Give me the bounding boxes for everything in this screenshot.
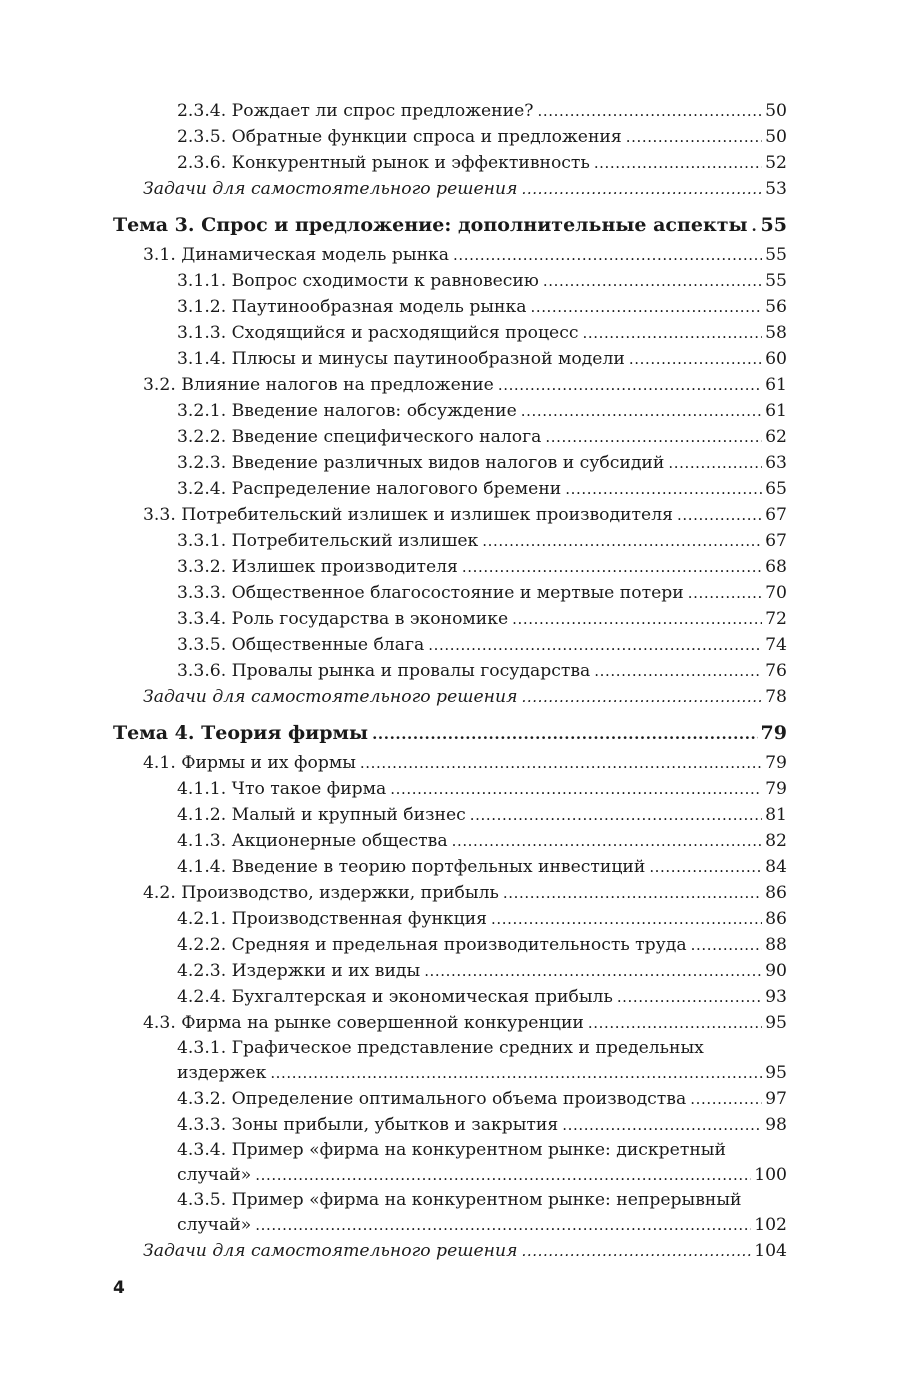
toc-entry-title: 3.3.4. Роль государства в экономике [177, 609, 509, 629]
toc-entry-page: 86 [765, 909, 787, 929]
toc-entry [113, 854, 787, 880]
toc-entry-page: 93 [765, 987, 787, 1007]
toc-entry-title: 3.1.4. Плюсы и минусы паутинообразной модели [177, 349, 625, 369]
toc-entry-title: 4.1. Фирмы и их формы [143, 753, 356, 773]
toc-entry-page: 81 [765, 805, 787, 825]
toc-exercises-entry [113, 1238, 787, 1264]
toc-entry [113, 320, 787, 346]
dot-leader [453, 242, 762, 268]
dot-leader [521, 1238, 751, 1264]
toc-entry-page: 100 [754, 1165, 787, 1185]
toc-entry-page: 84 [765, 857, 787, 877]
toc-entry-page: 68 [765, 557, 787, 577]
toc-entry-page: 104 [754, 1241, 787, 1261]
toc-entry-title: 4.1.3. Акционерные общества [177, 831, 448, 851]
toc-entry-page: 61 [765, 375, 787, 395]
dot-leader [582, 320, 762, 346]
toc-entry [113, 776, 787, 802]
toc-entry-title: 3.2.3. Введение различных видов налогов и субсидий [177, 453, 665, 473]
toc-entry-page: 82 [765, 831, 787, 851]
toc-entry-page: 50 [765, 127, 787, 147]
toc-entry [113, 1138, 787, 1188]
toc-entry-page: 102 [754, 1215, 787, 1235]
toc-entry [113, 554, 787, 580]
toc-topic-heading [113, 719, 787, 748]
dot-leader [594, 658, 762, 684]
toc-entry-title: 4.3.2. Определение оптимального объема производства [177, 1089, 687, 1109]
toc-entry-title: 4.2. Производство, издержки, прибыль [143, 883, 499, 903]
table-of-contents [113, 98, 787, 1264]
toc-entry [113, 1036, 787, 1086]
toc-entry-page: 79 [765, 753, 787, 773]
dot-leader [545, 424, 762, 450]
toc-entry-title: 3.1.2. Паутинообразная модель рынка [177, 297, 527, 317]
toc-entry [113, 450, 787, 476]
toc-entry-page: 56 [765, 297, 787, 317]
toc-entry-page: 67 [765, 531, 787, 551]
toc-entry [113, 150, 787, 176]
toc-entry [113, 98, 787, 124]
toc-entry-title: 3.3. Потребительский излишек и излишек производителя [143, 505, 673, 525]
toc-entry [113, 606, 787, 632]
dot-leader [530, 294, 762, 320]
dot-leader [462, 554, 762, 580]
toc-entry-page: 62 [765, 427, 787, 447]
toc-entry [113, 880, 787, 906]
toc-entry-title: 2.3.4. Рождает ли спрос предложение? [177, 101, 534, 121]
toc-entry-page: 95 [765, 1063, 787, 1083]
toc-entry [113, 750, 787, 776]
toc-entry-title: 2.3.5. Обратные функции спроса и предложения [177, 127, 622, 147]
toc-entry-page: 65 [765, 479, 787, 499]
toc-entry [113, 398, 787, 424]
toc-entry [113, 1188, 787, 1238]
dot-leader [521, 398, 762, 424]
dot-leader [521, 684, 762, 710]
dot-leader [690, 1086, 762, 1112]
toc-entry-page: 55 [765, 271, 787, 291]
toc-entry-title-line2: издержек [177, 1063, 267, 1083]
toc-entry-page: 58 [765, 323, 787, 343]
toc-entry-title: 4.2.1. Производственная функция [177, 909, 487, 929]
toc-entry-title: 3.3.2. Излишек производителя [177, 557, 458, 577]
toc-entry [113, 528, 787, 554]
toc-entry-page: 60 [765, 349, 787, 369]
toc-entry [113, 828, 787, 854]
toc-entry-title: 3.2. Влияние налогов на предложение [143, 375, 494, 395]
dot-leader [521, 176, 762, 202]
toc-entry-page: 63 [765, 453, 787, 473]
toc-entry-title: 3.3.1. Потребительский излишек [177, 531, 479, 551]
toc-entry [113, 658, 787, 684]
dot-leader [428, 632, 762, 658]
toc-entry-page: 86 [765, 883, 787, 903]
toc-entry-title: 3.1.1. Вопрос сходимости к равновесию [177, 271, 539, 291]
dot-leader [565, 476, 762, 502]
toc-entry [113, 1086, 787, 1112]
dot-leader [543, 268, 762, 294]
toc-entry-page: 78 [765, 687, 787, 707]
toc-entry [113, 1112, 787, 1138]
toc-entry [113, 294, 787, 320]
toc-entry [113, 424, 787, 450]
toc-entry-title-line1: 4.3.1. Графическое представление средних и предельных [177, 1038, 704, 1058]
toc-entry-page: 79 [765, 779, 787, 799]
toc-entry-title: 3.2.4. Распределение налогового бремени [177, 479, 562, 499]
dot-leader [498, 372, 762, 398]
dot-leader [668, 450, 762, 476]
dot-leader [503, 880, 762, 906]
toc-entry-title: 3.1. Динамическая модель рынка [143, 245, 450, 265]
toc-entry [113, 268, 787, 294]
toc-entry [113, 372, 787, 398]
toc-entry [113, 984, 787, 1010]
toc-entry-title: 3.3.3. Общественное благосостояние и мертвые потери [177, 583, 684, 603]
toc-entry-page: 55 [765, 245, 787, 265]
page-number: 4 [113, 1278, 125, 1298]
toc-entry-title: 4.2.3. Издержки и их виды [177, 961, 421, 981]
toc-entry-title: 4.3.3. Зоны прибыли, убытков и закрытия [177, 1115, 559, 1135]
toc-entry-title: Тема 4. Теория фирмы [113, 722, 369, 744]
toc-entry-page: 53 [765, 179, 787, 199]
toc-entry-page: 67 [765, 505, 787, 525]
toc-entry-page: 95 [765, 1013, 787, 1033]
dot-leader [255, 1163, 751, 1188]
toc-entry-page: 90 [765, 961, 787, 981]
toc-entry-title: 3.3.5. Общественные блага [177, 635, 425, 655]
toc-entry [113, 906, 787, 932]
dot-leader [452, 828, 763, 854]
dot-leader [424, 958, 762, 984]
toc-entry-page: 61 [765, 401, 787, 421]
toc-entry [113, 502, 787, 528]
dot-leader [255, 1213, 751, 1238]
toc-entry-title: 4.1.1. Что такое фирма [177, 779, 387, 799]
dot-leader [649, 854, 762, 880]
toc-entry [113, 932, 787, 958]
toc-entry-page: 76 [765, 661, 787, 681]
toc-entry-page: 55 [760, 214, 787, 236]
toc-entry-title: 4.1.4. Введение в теорию портфельных инвестиций [177, 857, 646, 877]
toc-entry-page: 70 [765, 583, 787, 603]
toc-entry [113, 958, 787, 984]
dot-leader [470, 802, 762, 828]
toc-entry [113, 124, 787, 150]
toc-entry-title-line1: 4.3.5. Пример «фирма на конкурентном рынке: непрерывный [177, 1190, 742, 1210]
toc-entry-page: 50 [765, 101, 787, 121]
toc-entry-title-line2: случай» [177, 1215, 252, 1235]
dot-leader [677, 502, 762, 528]
toc-entry [113, 1010, 787, 1036]
toc-entry [113, 346, 787, 372]
toc-entry [113, 802, 787, 828]
dot-leader [372, 720, 757, 748]
toc-entry [113, 580, 787, 606]
toc-entry-title: 3.3.6. Провалы рынка и провалы государства [177, 661, 591, 681]
dot-leader [626, 124, 762, 150]
toc-entry-title: Тема 3. Спрос и предложение: дополнительные аспекты [113, 214, 748, 236]
toc-entry-title: Задачи для самостоятельного решения [143, 687, 518, 707]
toc-exercises-entry [113, 176, 787, 202]
dot-leader [360, 750, 762, 776]
dot-leader [512, 606, 762, 632]
dot-leader [491, 906, 762, 932]
dot-leader [617, 984, 762, 1010]
toc-entry-page: 88 [765, 935, 787, 955]
toc-entry-page: 79 [760, 722, 787, 744]
dot-leader [390, 776, 762, 802]
dot-leader [482, 528, 762, 554]
dot-leader [752, 212, 758, 240]
toc-entry-title: 4.2.4. Бухгалтерская и экономическая прибыль [177, 987, 613, 1007]
toc-entry-page: 98 [765, 1115, 787, 1135]
toc-entry-title: 4.1.2. Малый и крупный бизнес [177, 805, 466, 825]
toc-entry-title: Задачи для самостоятельного решения [143, 179, 518, 199]
toc-entry-page: 74 [765, 635, 787, 655]
toc-entry-title: Задачи для самостоятельного решения [143, 1241, 518, 1261]
toc-entry-title: 4.3. Фирма на рынке совершенной конкуренции [143, 1013, 584, 1033]
dot-leader [588, 1010, 762, 1036]
toc-entry-title-line1: 4.3.4. Пример «фирма на конкурентном рынке: дискретный [177, 1140, 726, 1160]
toc-exercises-entry [113, 684, 787, 710]
toc-entry [113, 242, 787, 268]
dot-leader [691, 932, 763, 958]
dot-leader [562, 1112, 762, 1138]
dot-leader [270, 1061, 762, 1086]
toc-entry [113, 632, 787, 658]
toc-entry-title: 3.2.2. Введение специфического налога [177, 427, 542, 447]
toc-entry-page: 72 [765, 609, 787, 629]
toc-entry-page: 52 [765, 153, 787, 173]
toc-entry-title: 2.3.6. Конкурентный рынок и эффективность [177, 153, 590, 173]
dot-leader [688, 580, 762, 606]
toc-entry-title: 3.1.3. Сходящийся и расходящийся процесс [177, 323, 579, 343]
dot-leader [594, 150, 762, 176]
dot-leader [629, 346, 762, 372]
toc-entry [113, 476, 787, 502]
toc-topic-heading [113, 211, 787, 240]
toc-entry-title-line2: случай» [177, 1165, 252, 1185]
dot-leader [537, 98, 762, 124]
toc-entry-page: 97 [765, 1089, 787, 1109]
toc-entry-title: 4.2.2. Средняя и предельная производительность труда [177, 935, 687, 955]
toc-entry-title: 3.2.1. Введение налогов: обсуждение [177, 401, 517, 421]
